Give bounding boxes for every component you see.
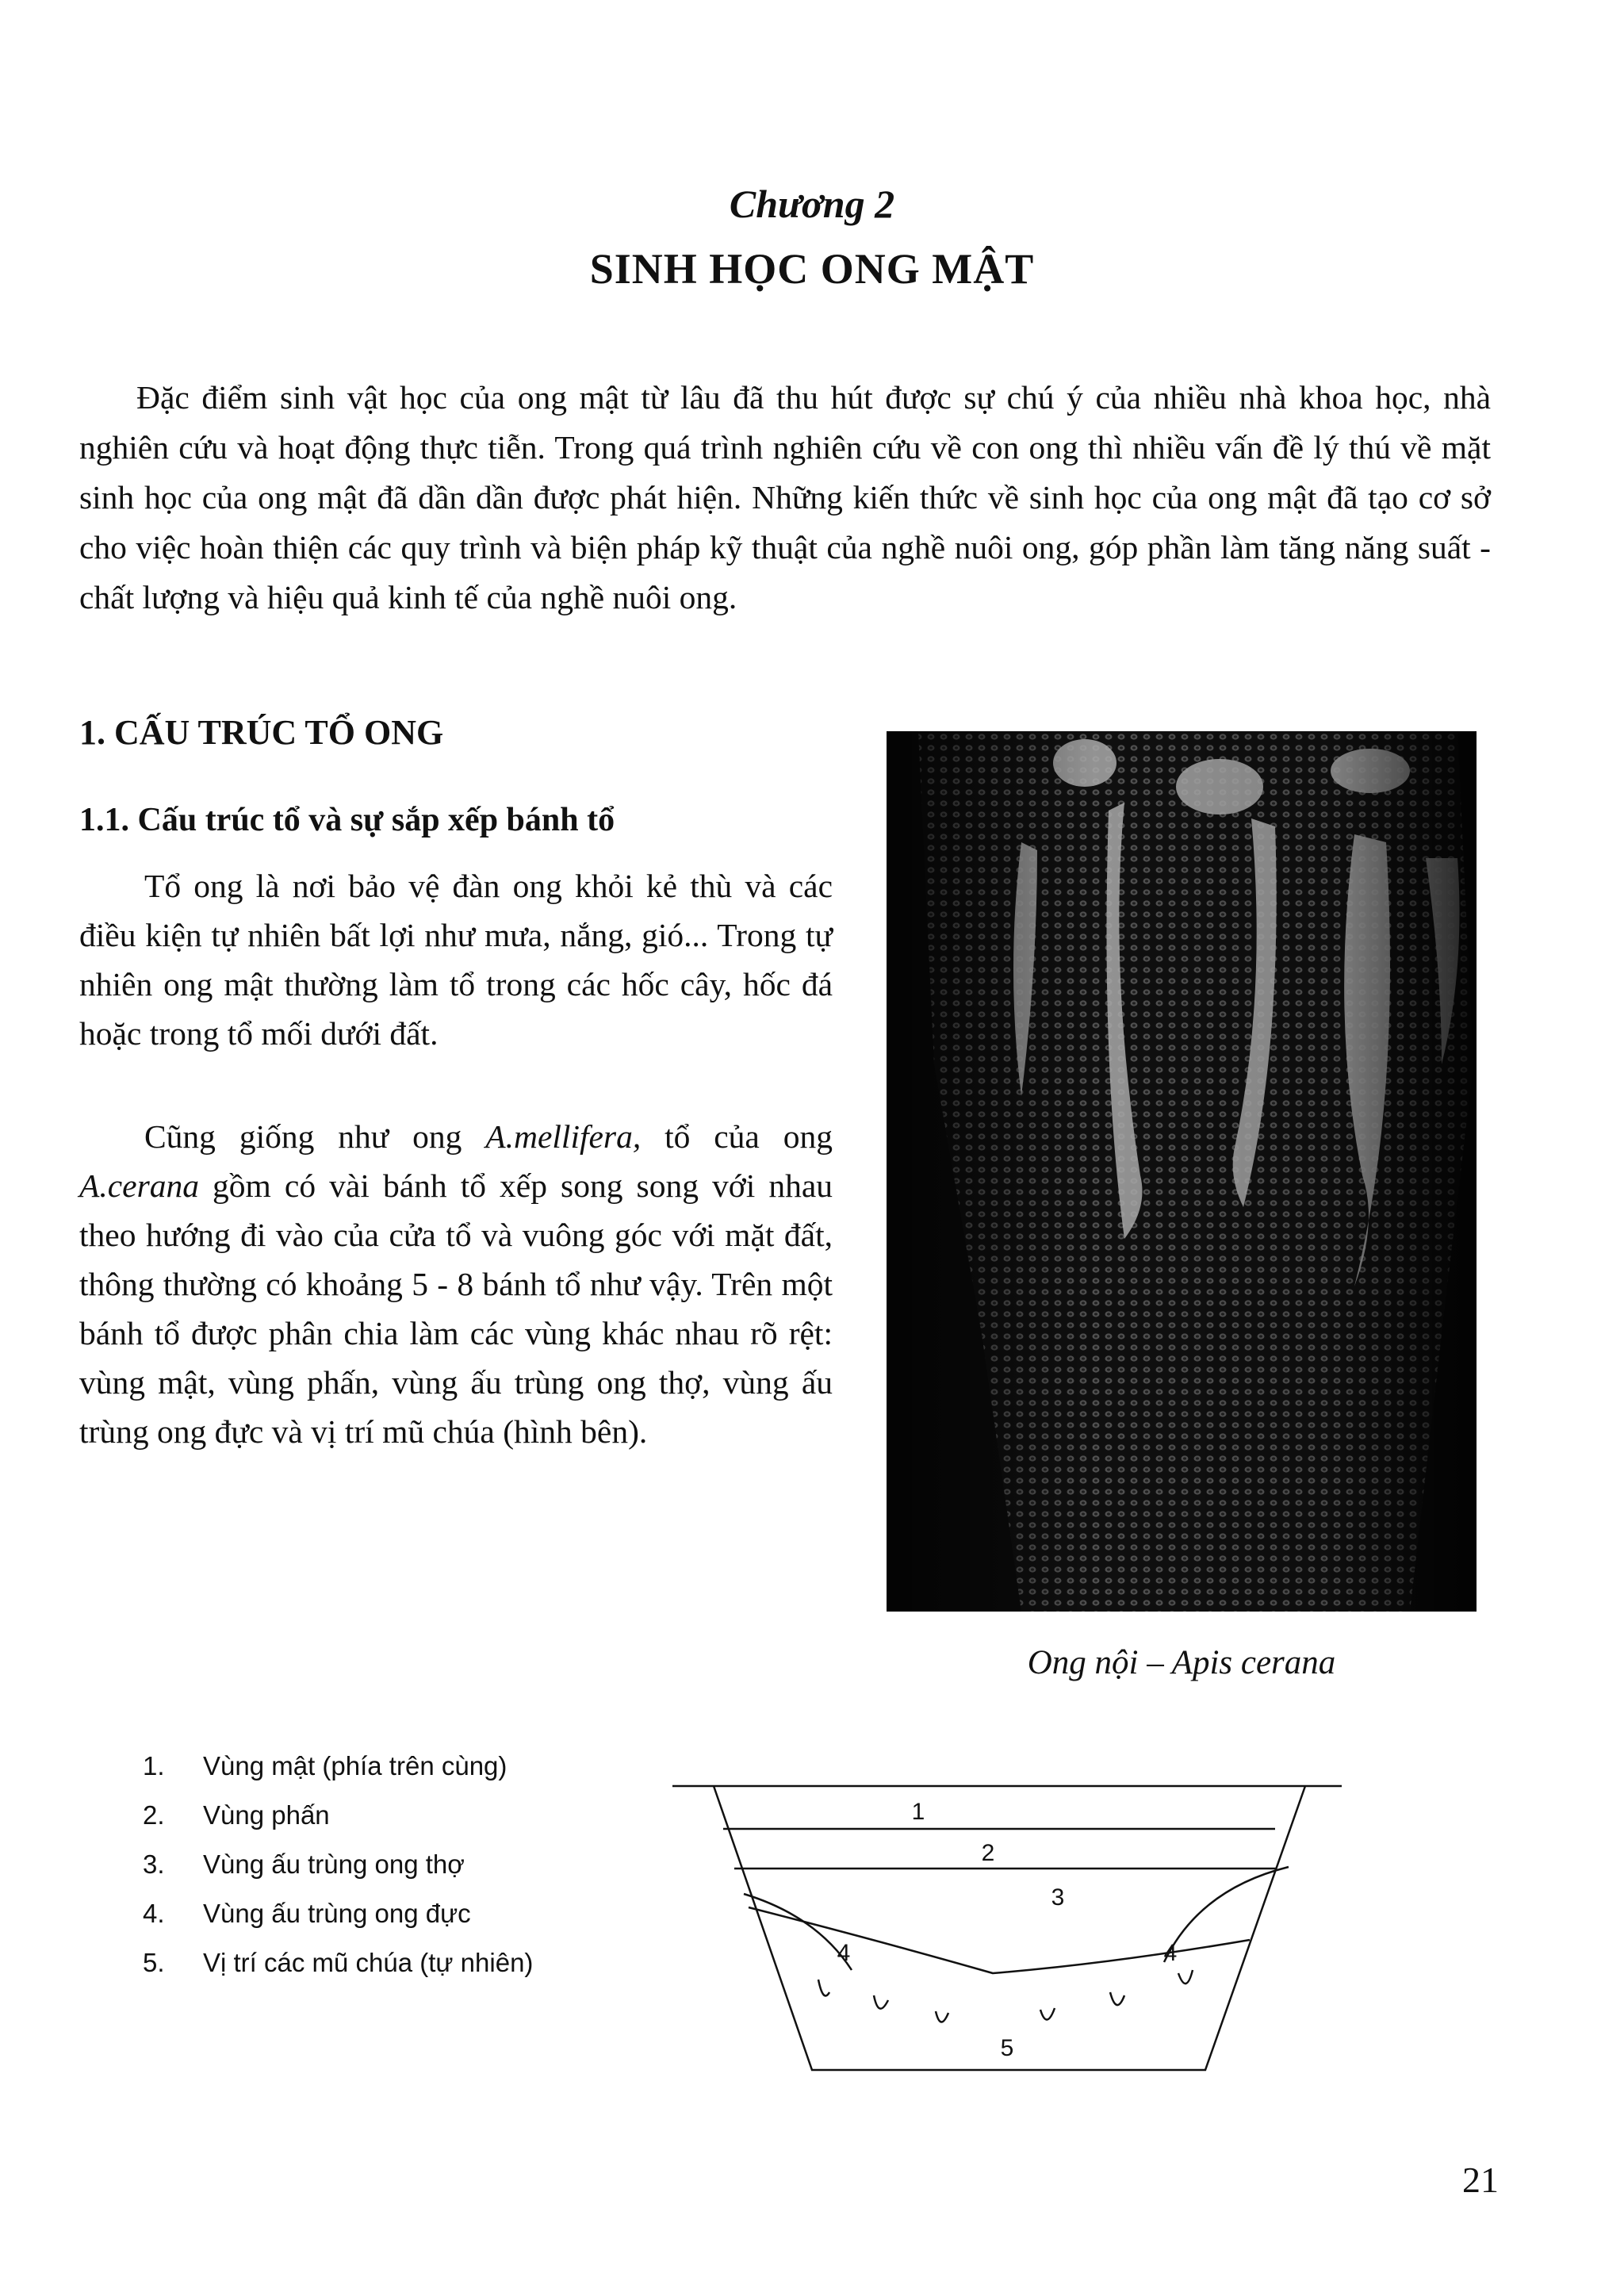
honeycomb-photo — [887, 731, 1477, 1612]
legend-text: Vùng ấu trùng ong thợ — [203, 1849, 465, 1879]
queen-cells — [818, 1970, 1193, 2022]
zone-label-3: 3 — [1051, 1884, 1065, 1911]
drone-zone-left — [744, 1894, 852, 1970]
subsection-heading: 1.1. Cấu trúc tổ và sự sắp xếp bánh tổ — [79, 802, 615, 838]
chapter-label: Chương 2 — [729, 182, 895, 226]
legend-number: 4. — [143, 1899, 165, 1928]
legend-item — [143, 1791, 666, 1840]
paragraph-text: gồm có vài bánh tổ xếp song song với nhau theo hướng đi vào của cửa tổ và vuông góc với mặt đất, thông thường có khoảng 5 - 8 bánh tổ như vậy. Trên một bánh tổ được phân chia làm các vùng khác nhau rõ rệt: vùng mật, vùng phấn, vùng ấu trùng ong thợ, vùng ấu trùng ong đực và vị trí mũ chúa (hình bên). — [79, 1167, 833, 1450]
legend-text: Vùng mật (phía trên cùng) — [203, 1751, 508, 1780]
diagram-legend — [143, 1742, 666, 1987]
legend-item — [143, 1889, 666, 1938]
legend-text: Vùng ấu trùng ong đực — [203, 1899, 471, 1928]
species-name: A.mellifera, — [485, 1118, 642, 1155]
zone-label-4-right: 4 — [1163, 1940, 1178, 1966]
legend-number: 5. — [143, 1948, 165, 1977]
intro-paragraph: Đặc điểm sinh vật học của ong mật từ lâu đã thu hút được sự chú ý của nhiều nhà khoa học, nhà nghiên cứu và hoạt động thực tiễn. Trong quá trình nghiên cứu về con ong thì nhiều vấn đề lý thú về mặt sinh học của ong mật đã dần dần được phát hiện. Những kiến thức về sinh học của ong mật đã tạo cơ sở cho việc hoàn thiện các quy trình và biện pháp kỹ thuật của nghề nuôi ong, góp phần làm tăng năng suất - chất lượng và hiệu quả kinh tế của nghề nuôi ong. — [79, 379, 1491, 615]
page-number: 21 — [1462, 2160, 1499, 2200]
section-heading: 1. CẤU TRÚC TỔ ONG — [79, 713, 444, 752]
body-paragraph-2 — [79, 1112, 833, 1456]
legend-item — [143, 1742, 666, 1791]
drone-zone-right — [1164, 1867, 1289, 1962]
photo-caption: Ong nội – Apis cerana — [1027, 1644, 1336, 1681]
legend-item — [143, 1938, 666, 1987]
comb-zone-diagram — [666, 1757, 1356, 2091]
body-paragraph-1: Tổ ong là nơi bảo vệ đàn ong khỏi kẻ thù và các điều kiện tự nhiên bất lợi như mưa, nắng, gió... Trong tự nhiên ong mật thường làm tổ trong các hốc cây, hốc đá hoặc trong tổ mối dưới đất. — [79, 868, 833, 1052]
paragraph-text: tổ của ong — [641, 1118, 833, 1155]
zone-label-2: 2 — [981, 1840, 995, 1866]
chapter-title: SINH HỌC ONG MẬT — [589, 245, 1035, 293]
legend-text: Vị trí các mũ chúa (tự nhiên) — [203, 1948, 534, 1977]
legend-item — [143, 1840, 666, 1889]
honeycomb-photo-image — [887, 731, 1477, 1612]
zone-label-1: 1 — [911, 1799, 925, 1825]
legend-text: Vùng phấn — [203, 1800, 330, 1830]
legend-number: 3. — [143, 1849, 165, 1879]
zone-label-5: 5 — [1000, 2035, 1014, 2061]
paragraph-text: Cũng giống như ong — [144, 1118, 486, 1155]
legend-number: 1. — [143, 1751, 165, 1780]
legend-number: 2. — [143, 1800, 165, 1830]
zone-label-4-left: 4 — [837, 1940, 851, 1966]
species-name: A.cerana — [79, 1167, 199, 1204]
